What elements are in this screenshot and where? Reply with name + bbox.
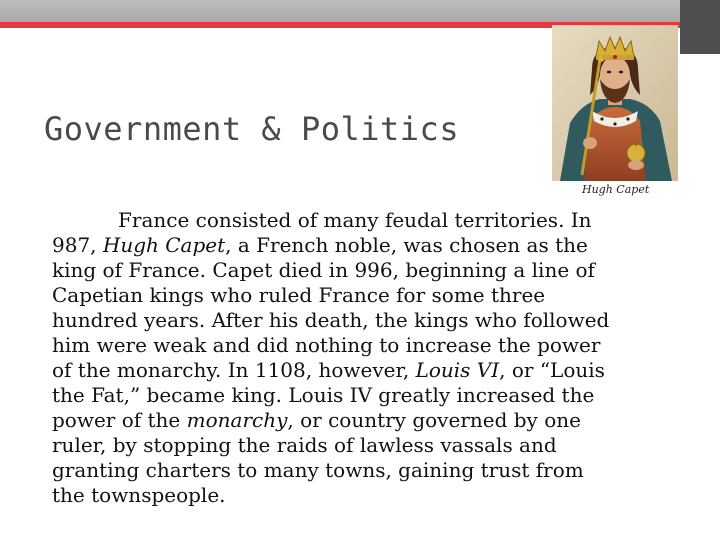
emphasized-text: monarchy (186, 408, 288, 432)
body-text-run: hundred years. After his death, the kings who followed (52, 308, 610, 332)
body-line (52, 458, 692, 483)
hugh-capet-portrait (552, 25, 678, 181)
body-line (52, 483, 692, 508)
body-text-run: king of France. Capet died in 996, beginning a line of (52, 258, 595, 282)
emphasized-text: Louis VI (415, 358, 500, 382)
body-line (52, 383, 692, 408)
body-line (52, 408, 692, 433)
body-text-run: the Fat,” became king. Louis IV greatly increased the (52, 383, 595, 407)
slide-title: Government & Politics (44, 110, 460, 148)
body-text-run: France consisted of many feudal territories. In (118, 208, 592, 232)
top-decorative-bar (0, 0, 720, 22)
body-line (52, 358, 692, 383)
body-line (52, 333, 692, 358)
body-line (52, 433, 692, 458)
corner-decoration (680, 0, 720, 54)
body-text-run: him were weak and did nothing to increase the power (52, 333, 601, 357)
body-text-run: Capetian kings who ruled France for some three (52, 283, 546, 307)
body-text-run: ruler, by stopping the raids of lawless vassals and (52, 433, 557, 457)
body-text-run: 987, (52, 233, 103, 257)
body-text-run: the townspeople. (52, 483, 226, 507)
body-line (52, 233, 692, 258)
body-line (52, 308, 692, 333)
body-text-run: , or “Louis (499, 358, 605, 382)
body-text-run: , or country governed by one (287, 408, 581, 432)
body-line (52, 208, 692, 233)
image-caption: Hugh Capet (582, 183, 650, 196)
body-text-run: , a French noble, was chosen as the (225, 233, 588, 257)
body-line (52, 258, 692, 283)
body-text-run: granting charters to many towns, gaining trust from (52, 458, 584, 482)
emphasized-text: Hugh Capet (102, 233, 226, 257)
body-text-run: of the monarchy. In 1108, however, (52, 358, 416, 382)
body-paragraph (52, 208, 692, 508)
body-text-run: power of the (52, 408, 187, 432)
body-line (52, 283, 692, 308)
